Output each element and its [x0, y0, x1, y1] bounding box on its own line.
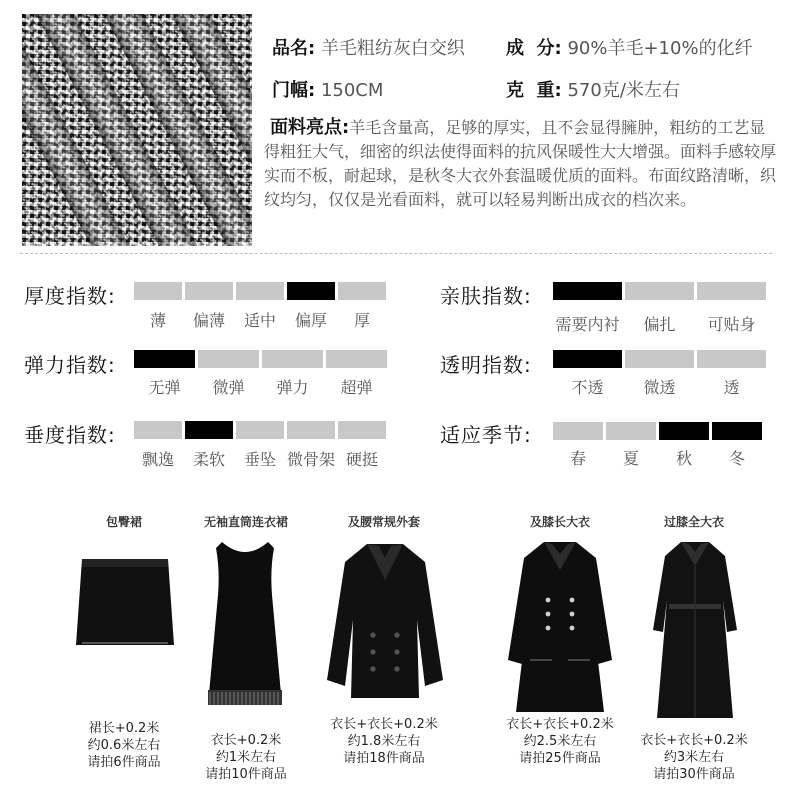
elasticity-index-label: 弹力指数: [24, 353, 116, 377]
thickness-index-label: 厚度指数: [24, 284, 116, 308]
season-bar-segment [553, 422, 603, 440]
garment-title: 及腰常规外套 [347, 515, 420, 529]
fabric-swatch-image [22, 14, 252, 246]
elasticity-bar-segment [262, 350, 323, 368]
garment-note-line: 请拍10件商品 [205, 767, 287, 782]
garment-title: 过膝全大衣 [663, 515, 724, 529]
elasticity-bar-segment [134, 350, 195, 368]
thickness-option-label: 厚 [353, 311, 370, 330]
drape-bar-segment [134, 421, 182, 439]
product-name-value: 羊毛粗纺灰白交织 [320, 38, 465, 59]
section-divider [20, 253, 772, 254]
garment-fabric-note [309, 716, 459, 767]
drape-option-label: 硬挺 [345, 450, 378, 469]
width-value: 150CM [320, 80, 384, 101]
skin-option-label: 需要内衬 [555, 315, 620, 334]
drape-index-label: 垂度指数: [24, 423, 116, 447]
season-option-label: 冬 [728, 449, 745, 468]
drape-bar-segment [236, 421, 284, 439]
sleeveless-dress-icon [200, 540, 290, 715]
garment-note-line: 衣长+衣长+0.2米 [640, 733, 748, 748]
highlights-text: 羊毛含量高，足够的厚实，且不会显得臃肿，粗纺的工艺显得粗狂大气，细密的织法使得面料的抗风保暖性大大增强。面料手感较厚实而不板，耐起球，是秋冬大衣外套温暖优质的面料。布面纹路清晰，织纹均匀，仅仅是光看面料，就可以轻易判断出成衣的档次来。 [264, 118, 777, 209]
garment-title: 包臀裙 [105, 515, 142, 529]
thickness-bar-segment [338, 282, 386, 300]
width-label: 门幅: [272, 80, 316, 101]
skin-index-label: 亲肤指数: [440, 284, 532, 308]
drape-option-label: 垂坠 [243, 450, 276, 469]
garment-note-line: 请拍30件商品 [653, 767, 735, 782]
long-coat-icon [645, 540, 745, 720]
product-name [272, 34, 465, 60]
season-option-label: 夏 [622, 449, 639, 468]
elasticity-option-label: 超弹 [340, 378, 373, 397]
skin-option-label: 偏扎 [643, 315, 676, 334]
elasticity-option-label: 弹力 [276, 378, 309, 397]
transparency-index-label: 透明指数: [440, 353, 532, 377]
thickness-option-label: 偏厚 [294, 311, 327, 330]
garment-note-line: 衣长+衣长+0.2米 [330, 717, 438, 732]
garment-title: 无袖直筒连衣裙 [203, 515, 288, 529]
garment-fabric-note [171, 732, 321, 783]
thickness-bar-segment [236, 282, 284, 300]
transparency-option-label: 微透 [643, 378, 676, 397]
season-bar-segment [712, 422, 762, 440]
garment-note-line: 约0.6米左右 [87, 738, 161, 753]
skin-bar-segment [553, 282, 622, 300]
garment-fabric-note [619, 732, 769, 783]
drape-bar-segment [185, 421, 233, 439]
short-jacket-icon [325, 540, 445, 710]
skin-option-label: 可贴身 [707, 315, 756, 334]
drape-option-label: 柔软 [192, 450, 225, 469]
thickness-bar-segment [185, 282, 233, 300]
garment-note-line: 约1.8米左右 [347, 734, 421, 749]
skin-bar-segment [625, 282, 694, 300]
transparency-bar-segment [625, 350, 694, 368]
fabric-highlights [264, 116, 780, 212]
drape-option-label: 飘逸 [141, 450, 174, 469]
garment-note-line: 约3米左右 [663, 750, 725, 765]
weight-value: 570克/米左右 [567, 80, 680, 101]
drape-bar-segment [338, 421, 386, 439]
season-option-label: 春 [569, 449, 586, 468]
composition-value: 90%羊毛+10%的化纤 [567, 38, 753, 59]
garment-note-line: 裙长+0.2米 [88, 721, 160, 736]
product-name-label: 品名: [272, 38, 316, 59]
product-width [272, 76, 383, 102]
elasticity-bar-segment [198, 350, 259, 368]
garment-note-line: 请拍18件商品 [343, 751, 425, 766]
season-bar-segment [659, 422, 709, 440]
garment-note-line: 约2.5米左右 [523, 734, 597, 749]
drape-bar-segment [287, 421, 335, 439]
garment-note-line: 约1米左右 [215, 750, 277, 765]
transparency-bar-segment [553, 350, 622, 368]
garment-note-line: 请拍6件商品 [87, 755, 161, 770]
garment-note-line: 请拍25件商品 [519, 751, 601, 766]
transparency-option-label: 透 [723, 378, 740, 397]
pencil-skirt-icon [70, 555, 180, 650]
thickness-bar-segment [134, 282, 182, 300]
season-index-label: 适应季节: [440, 423, 532, 447]
highlights-label: 面料亮点: [270, 117, 350, 138]
product-composition [506, 34, 753, 60]
weight-label: 克 重: [506, 80, 562, 101]
composition-label: 成 分: [506, 38, 562, 59]
transparency-bar-segment [697, 350, 766, 368]
drape-option-label: 微骨架 [287, 450, 336, 469]
elasticity-bar-segment [326, 350, 387, 368]
product-weight [506, 76, 680, 102]
season-bar-segment [606, 422, 656, 440]
thickness-bar-segment [287, 282, 335, 300]
transparency-option-label: 不透 [571, 378, 604, 397]
knee-coat-icon [500, 540, 620, 715]
garment-note-line: 衣长+0.2米 [210, 733, 282, 748]
elasticity-option-label: 无弹 [148, 378, 181, 397]
thickness-option-label: 薄 [149, 311, 166, 330]
thickness-option-label: 偏薄 [192, 311, 225, 330]
elasticity-option-label: 微弹 [212, 378, 245, 397]
season-option-label: 秋 [675, 449, 692, 468]
garment-title: 及膝长大衣 [529, 515, 590, 529]
garment-note-line: 衣长+衣长+0.2米 [506, 717, 614, 732]
thickness-option-label: 适中 [243, 311, 276, 330]
garment-fabric-note [485, 716, 635, 767]
skin-bar-segment [697, 282, 766, 300]
